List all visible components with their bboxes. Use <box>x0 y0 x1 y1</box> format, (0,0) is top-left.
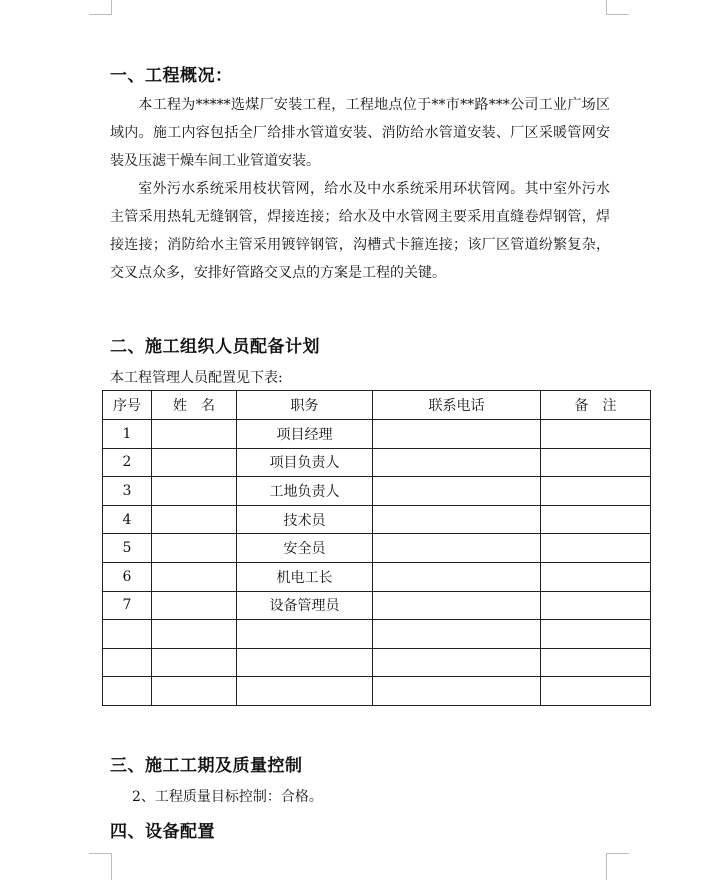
cell-index <box>103 620 152 649</box>
cell-remarks <box>541 648 651 677</box>
cell-remarks <box>541 591 651 620</box>
cell-index: 6 <box>103 562 152 591</box>
table-row <box>103 505 651 534</box>
cell-name <box>152 677 237 706</box>
table-row <box>103 534 651 563</box>
table-row <box>103 562 651 591</box>
cell-index: 1 <box>103 420 152 449</box>
table-row <box>103 591 651 620</box>
cell-index <box>103 677 152 706</box>
cell-position <box>237 648 373 677</box>
section-4-heading: 四、设备配置 <box>110 822 215 842</box>
cell-index: 5 <box>103 534 152 563</box>
header-cell-index: 序号 <box>103 391 152 420</box>
cell-name <box>152 420 237 449</box>
header-cell-remarks: 备 注 <box>541 391 651 420</box>
crop-mark-top-right <box>606 0 629 15</box>
crop-mark-bottom-right <box>606 853 629 880</box>
header-cell-phone: 联系电话 <box>373 391 541 420</box>
cell-phone <box>373 448 541 477</box>
cell-position: 机电工长 <box>237 562 373 591</box>
cell-name <box>152 505 237 534</box>
section-1-paragraph-2 <box>110 175 610 287</box>
crop-mark-bottom-left <box>89 853 112 880</box>
table-header-row <box>103 391 651 420</box>
cell-position <box>237 620 373 649</box>
section-1-heading: 一、工程概况： <box>110 66 233 86</box>
cell-name <box>152 591 237 620</box>
cell-phone <box>373 620 541 649</box>
cell-index <box>103 648 152 677</box>
cell-remarks <box>541 505 651 534</box>
table-caption: 本工程管理人员配置见下表: <box>110 370 283 386</box>
cell-position: 项目负责人 <box>237 448 373 477</box>
cell-remarks <box>541 562 651 591</box>
cell-position: 项目经理 <box>237 420 373 449</box>
table-row <box>103 648 651 677</box>
table-row <box>103 448 651 477</box>
section-1-paragraph-1 <box>110 91 610 175</box>
cell-phone <box>373 534 541 563</box>
cell-name <box>152 477 237 506</box>
cell-index: 7 <box>103 591 152 620</box>
cell-index: 4 <box>103 505 152 534</box>
cell-remarks <box>541 477 651 506</box>
table-row <box>103 420 651 449</box>
cell-phone <box>373 648 541 677</box>
section-1-paragraph-1-text: 本工程为*****选煤厂安装工程，工程地点位于**市**路***公司工业广场区域内。施工内容包括全厂给排水管道安装、消防给水管道安装、厂区采暖管网安装及压滤干燥车间工业管道安装。 <box>110 97 610 169</box>
table-row <box>103 620 651 649</box>
cell-phone <box>373 562 541 591</box>
cell-name <box>152 648 237 677</box>
crop-mark-top-left <box>89 0 112 15</box>
staff-table <box>102 390 651 706</box>
cell-remarks <box>541 620 651 649</box>
table-row <box>103 677 651 706</box>
cell-name <box>152 448 237 477</box>
cell-phone <box>373 591 541 620</box>
cell-name <box>152 620 237 649</box>
cell-phone <box>373 477 541 506</box>
header-cell-name: 姓 名 <box>152 391 237 420</box>
cell-position: 设备管理员 <box>237 591 373 620</box>
cell-phone <box>373 505 541 534</box>
cell-remarks <box>541 420 651 449</box>
cell-position: 工地负责人 <box>237 477 373 506</box>
cell-remarks <box>541 677 651 706</box>
section-3-heading: 三、施工工期及质量控制 <box>110 756 303 776</box>
cell-remarks <box>541 534 651 563</box>
cell-position: 技术员 <box>237 505 373 534</box>
cell-index: 2 <box>103 448 152 477</box>
section-2-heading: 二、施工组织人员配备计划 <box>110 337 320 357</box>
quality-target-item: 2、工程质量目标控制：合格。 <box>132 789 323 805</box>
table-row <box>103 477 651 506</box>
cell-name <box>152 534 237 563</box>
cell-index: 3 <box>103 477 152 506</box>
cell-phone <box>373 420 541 449</box>
cell-position: 安全员 <box>237 534 373 563</box>
cell-remarks <box>541 448 651 477</box>
section-1-paragraph-2-text: 室外污水系统采用枝状管网，给水及中水系统采用环状管网。其中室外污水主管采用热轧无缝钢管，焊接连接；给水及中水管网主要采用直缝卷焊钢管，焊接连接；消防给水主管采用镀锌钢管，沟槽式卡箍连接；该厂区管道纷繁复杂，交叉点众多，安排好管路交叉点的方案是工程的关键。 <box>110 181 610 281</box>
header-cell-position: 职务 <box>237 391 373 420</box>
cell-phone <box>373 677 541 706</box>
cell-name <box>152 562 237 591</box>
cell-position <box>237 677 373 706</box>
